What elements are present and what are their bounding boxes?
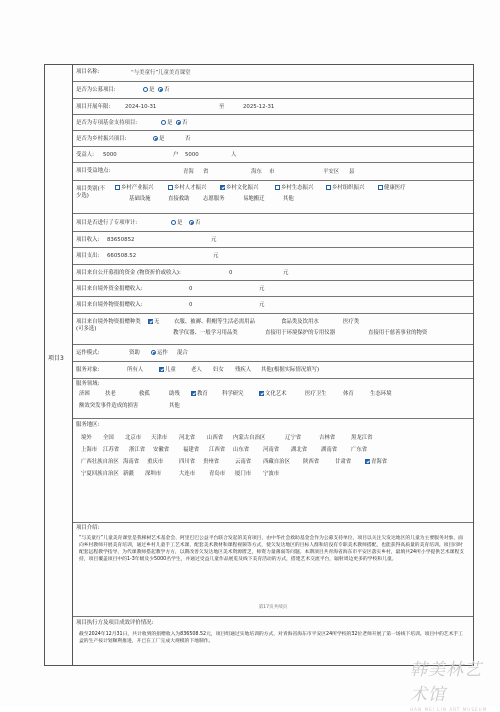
area-label: 云南省	[235, 459, 252, 465]
value-income: 83650852	[107, 237, 135, 243]
period-end: 2025-12-31	[243, 104, 275, 110]
unit-overseas: 元	[259, 286, 265, 292]
label-period: 项目开展年限:	[76, 104, 111, 110]
area-item[interactable]	[209, 471, 225, 478]
region-province: 青海	[183, 169, 194, 175]
area-label: 辽宁省	[285, 435, 302, 441]
intro-text: “与美童行”儿童美育课堂是我梯树艺术基金会、阿里巴巴公益平台联合发起的美育项目，由中华社会救助基金会作为公募支持单位，项目以关注欠发达地区的儿童为主要服务对象，面向乡村教师开展美育培训，通过乡村儿童手工艺术课，配套美术教材和课程视频等方式，使欠发达地区的目标人群和培没有专职美术教师搭配，也能获得高质量的美育培训。项目同时配套远程教学指导，为代课教师搭起教学方方，以期改善欠发达地区美术资源匮乏，师资力量薄弱等问题。本期项目共青海省海东市平安区落实乡村，最填共24所小学提供艺术课程支持，项目覆盖项目中的1-3年级及少5000名学生，并通过受益儿童作品展览及线下美育活动的方式，搭建艺术交流平台，辐射周边更多的学校和儿童。	[79, 536, 465, 562]
label-overseas-goods: 项目来自境外物资捐赠收入:	[76, 302, 143, 308]
field-elderly[interactable]: 扶老	[105, 391, 116, 397]
area-label: 吉林省	[319, 435, 336, 441]
radio-rural-yes[interactable]	[153, 136, 164, 143]
label-goods: 项目来自境外物资捐赠种类(可多选)	[76, 319, 141, 332]
radio-fund-no[interactable]	[176, 120, 187, 127]
side-label: 项目3	[48, 355, 64, 362]
radio-fund-yes[interactable]	[161, 120, 172, 127]
beneficiary-count: 5000	[103, 152, 117, 158]
row-expense	[73, 248, 473, 265]
label-special-fund: 是否为专项基金支持项目:	[76, 120, 138, 126]
radio-audit-no[interactable]	[189, 220, 200, 227]
check-goods-none[interactable]	[148, 319, 159, 326]
area-label: 宁波市	[263, 471, 280, 477]
field-orphan[interactable]: 救孤	[139, 391, 150, 397]
check-field-culture[interactable]	[259, 391, 287, 398]
label-public-project: 是否为公募项目:	[76, 87, 116, 93]
mode-mixed[interactable]: 混合	[177, 350, 188, 356]
radio-label: 是	[177, 220, 183, 226]
label-field: 服务领域:	[76, 381, 100, 387]
area-item[interactable]	[179, 435, 195, 442]
value-overseas-goods: 0	[189, 302, 193, 308]
label-project-name: 项目名称:	[76, 69, 100, 75]
area-item[interactable]	[319, 435, 335, 442]
value-public-fund: 0	[229, 270, 233, 276]
row-field	[73, 379, 473, 419]
unit-expense: 元	[213, 253, 219, 259]
area-item[interactable]	[263, 471, 279, 478]
area-label: 河南省	[263, 447, 280, 453]
mode-fund[interactable]: 资助	[129, 350, 140, 356]
value-expense: 660508.52	[107, 253, 137, 259]
radio-public-yes[interactable]	[143, 87, 154, 94]
row-period	[73, 99, 473, 115]
period-to: 至	[219, 104, 225, 110]
area-grid	[73, 431, 473, 521]
row-special-fund	[73, 115, 473, 131]
region-county: 平安区	[323, 169, 340, 175]
label-progress: 项目执行方及项目成效评价情况:	[76, 620, 154, 626]
label-target: 服务对象:	[76, 367, 100, 373]
label-income: 项目收入:	[76, 237, 100, 243]
goods-charity[interactable]: 直接用于慈善事业的物资	[368, 330, 428, 336]
area-item[interactable]	[129, 447, 145, 454]
beneficiary-hu: 5000	[185, 152, 199, 158]
area-label: 浙江省	[129, 447, 146, 453]
target-women[interactable]: 妇女	[213, 367, 224, 373]
area-item[interactable]	[123, 471, 134, 478]
area-item[interactable]	[179, 459, 195, 466]
check-label: 乡村生态振兴	[281, 185, 314, 191]
radio-mode-operate[interactable]	[151, 350, 168, 357]
area-label: 安徽省	[153, 447, 170, 453]
museum-watermark	[410, 655, 496, 712]
label-rural: 是否为乡村振兴项目:	[76, 136, 127, 142]
area-label: 海南省	[123, 459, 140, 465]
progress-text: 截至2024年12月31日，共计收到的捐赠收入为836508.52元，项目组通过实地培训的方式，对青海省海东市平安区24所学校的32位老师开展了第一场线下培训。项目中的艺术手工盒的生产按计划顺利推进，开已在工厂完成大规模的下地制作。	[79, 632, 463, 644]
category-other[interactable]: 其他	[283, 196, 294, 202]
goods-medical[interactable]: 医疗类	[343, 319, 360, 325]
check-label: 无	[154, 319, 160, 325]
area-label: 四川省	[179, 459, 196, 465]
label-category: 项目类别(不少选)	[76, 186, 106, 199]
area-item[interactable]	[103, 447, 119, 454]
area-item[interactable]	[285, 435, 301, 442]
label-beneficiaries: 受益人:	[76, 152, 94, 158]
area-item[interactable]	[303, 459, 319, 466]
radio-label: 是	[149, 87, 155, 93]
check-category-2[interactable]	[220, 185, 258, 192]
area-label: 湖北省	[291, 447, 308, 453]
area-label: 重庆市	[147, 459, 164, 465]
project-form	[44, 64, 474, 666]
area-item[interactable]	[233, 447, 249, 454]
area-item[interactable]	[81, 471, 119, 478]
row-rural	[73, 131, 473, 147]
goods-clothing[interactable]: 衣服、被褥、鞋帽等生活必需用品	[174, 319, 255, 325]
area-item[interactable]	[179, 471, 195, 478]
check-label: 儿童	[165, 367, 176, 373]
field-other[interactable]: 其他	[169, 403, 180, 409]
area-item[interactable]	[81, 435, 92, 442]
unit-overseas-goods: 元	[259, 302, 265, 308]
row-mode	[73, 345, 473, 362]
radio-label: 是	[159, 136, 165, 142]
area-item[interactable]	[183, 447, 199, 454]
label-region: 项目受益地点:	[76, 168, 111, 174]
unit-hu: 户	[173, 152, 179, 158]
area-item[interactable]	[291, 447, 307, 454]
goods-env[interactable]: 直接用于环境保护的专用仪器	[265, 330, 336, 336]
area-item[interactable]	[147, 459, 163, 466]
area-label: 山东省	[233, 447, 250, 453]
area-item[interactable]	[123, 459, 139, 466]
label-area: 服务地区:	[76, 422, 100, 428]
unit-county: 县	[349, 169, 355, 175]
row-area	[73, 419, 473, 523]
radio-label: 否	[164, 87, 170, 93]
area-label: 天津市	[151, 435, 168, 441]
row-intro	[73, 523, 473, 617]
region-city: 海东	[251, 169, 262, 175]
target-elderly[interactable]: 老人	[191, 367, 202, 373]
area-item[interactable]	[351, 447, 367, 454]
area-item[interactable]	[125, 435, 141, 442]
radio-label: 否	[195, 220, 201, 226]
row-overseas-goods	[73, 297, 473, 314]
area-item[interactable]	[351, 435, 373, 442]
period-start: 2024-10-31	[125, 104, 157, 110]
area-label: 西藏自治区	[263, 459, 290, 465]
label-expense: 项目支出:	[76, 253, 100, 259]
goods-teaching[interactable]: 教学仪器、一般学习用品类	[173, 330, 238, 336]
value-overseas: 0	[189, 286, 193, 292]
area-label: 江苏省	[103, 447, 120, 453]
area-item[interactable]	[321, 447, 337, 454]
unit-city: 市	[269, 169, 275, 175]
row-region	[73, 163, 473, 181]
area-label: 湖南省	[321, 447, 338, 453]
area-label: 广西壮族自治区	[81, 459, 119, 465]
check-label: 乡村产业振兴	[121, 185, 154, 191]
row-public-project	[73, 82, 473, 99]
area-item[interactable]	[263, 459, 290, 466]
area-label: 黑龙江省	[351, 435, 373, 441]
area-item[interactable]	[233, 435, 265, 442]
radio-label: 否	[185, 136, 191, 142]
area-label: 厦门市	[235, 471, 252, 477]
row-category	[73, 181, 473, 214]
row-beneficiaries	[73, 147, 473, 163]
radio-label: 运作	[157, 350, 168, 356]
target-other[interactable]: 其他(根据实际情况填写)	[261, 367, 320, 373]
watermark-logo: 韩美林艺术馆	[410, 660, 482, 705]
area-label: 内蒙古自治区	[233, 435, 266, 441]
area-label: 甘肃省	[335, 459, 352, 465]
watermark-english: HAN MEI LIN ART MUSEUM	[410, 707, 488, 712]
area-item[interactable]	[207, 435, 223, 442]
field-medical[interactable]: 医疗卫生	[305, 391, 327, 397]
area-label: 青海省	[371, 459, 388, 465]
radio-rural-no[interactable]	[185, 136, 190, 143]
row-overseas	[73, 281, 473, 297]
radio-audit-yes[interactable]	[171, 220, 182, 227]
area-label: 江西省	[209, 447, 226, 453]
unit-province: 省	[203, 169, 209, 175]
area-label: 青岛市	[209, 471, 226, 477]
check-label: 乡村文化振兴	[226, 185, 259, 191]
side-column	[45, 65, 73, 665]
area-item[interactable]	[103, 435, 114, 442]
row-audit	[73, 214, 473, 232]
check-label: 乡村组织振兴	[332, 185, 365, 191]
row-public-fund	[73, 265, 473, 281]
area-label: 宁夏回族自治区	[81, 471, 119, 477]
area-item[interactable]	[235, 459, 251, 466]
area-label: 陕西省	[303, 459, 320, 465]
label-mode: 运作模式:	[76, 350, 100, 356]
area-item[interactable]	[153, 447, 169, 454]
goods-food[interactable]: 食品类及饮用水	[281, 319, 319, 325]
row-goods	[73, 314, 473, 345]
check-label: 乡村人才振兴	[174, 185, 207, 191]
area-label: 广东省	[351, 447, 368, 453]
target-disabled[interactable]: 残疾人	[235, 367, 252, 373]
label-audit: 项目是否进行了专项审计:	[76, 220, 138, 226]
radio-label: 否	[182, 120, 188, 126]
area-label: 大连市	[179, 471, 196, 477]
check-category-3[interactable]	[275, 185, 313, 192]
check-label: 文化艺术	[265, 391, 287, 397]
target-all[interactable]: 所有人	[127, 367, 144, 373]
area-label: 新疆	[123, 471, 134, 477]
area-label: 深圳市	[145, 471, 162, 477]
check-category-4[interactable]	[326, 185, 364, 192]
category-relocation[interactable]: 易地搬迁	[243, 196, 265, 202]
area-item[interactable]	[335, 459, 351, 466]
area-item[interactable]	[235, 471, 251, 478]
area-label: 北京市	[125, 435, 142, 441]
check-category-5[interactable]	[378, 185, 406, 192]
category-infra[interactable]: 基础设施	[129, 196, 151, 202]
area-label: 上海市	[81, 447, 98, 453]
area-label: 境外	[81, 435, 92, 441]
area-item[interactable]	[263, 447, 279, 454]
page-number: 第17页共续页	[258, 605, 288, 610]
checkbox-icon	[365, 459, 370, 464]
radio-label: 是	[167, 120, 173, 126]
row-income	[73, 232, 473, 248]
unit-ren: 人	[231, 152, 237, 158]
row-target	[73, 362, 473, 379]
area-item[interactable]	[151, 435, 167, 442]
field-disabled[interactable]: 助残	[169, 391, 180, 397]
area-label: 山西省	[207, 435, 224, 441]
unit-income: 元	[211, 237, 217, 243]
value-project-name: “与美童行”儿童美育课堂	[131, 70, 191, 76]
check-label: 教育	[197, 391, 208, 397]
check-label: 健康医疗	[384, 185, 406, 191]
area-item[interactable]	[203, 459, 219, 466]
area-label: 福建省	[183, 447, 200, 453]
field-ecology[interactable]: 生态环境	[370, 391, 392, 397]
unit-public-fund: 元	[283, 270, 289, 276]
area-item[interactable]	[209, 447, 225, 454]
label-public-fund: 项目来自公开募捐的资金 (物资折价或收入):	[76, 270, 181, 276]
field-research[interactable]: 科学研究	[222, 391, 244, 397]
field-poverty[interactable]: 济困	[79, 391, 90, 397]
field-sport[interactable]: 体育	[343, 391, 354, 397]
check-category-1[interactable]	[168, 185, 206, 192]
area-item[interactable]	[81, 459, 119, 466]
radio-public-no[interactable]	[158, 87, 169, 94]
area-label: 全国	[103, 435, 114, 441]
area-item[interactable]	[81, 447, 97, 454]
field-emergency[interactable]: 额效突发事件造成的损害	[79, 403, 139, 409]
area-item[interactable]	[145, 471, 161, 478]
label-overseas: 项目来自境外资金捐赠收入:	[76, 286, 143, 292]
check-field-education[interactable]	[191, 391, 208, 398]
row-project-name	[73, 65, 473, 82]
check-category-0[interactable]	[115, 185, 153, 192]
category-aid[interactable]: 直接救助	[168, 196, 190, 202]
area-item[interactable]	[365, 459, 387, 466]
area-label: 河北省	[179, 435, 196, 441]
check-target-children[interactable]	[159, 367, 176, 374]
label-intro: 项目介绍:	[76, 525, 100, 531]
area-label: 贵州省	[203, 459, 220, 465]
category-volunteer[interactable]: 志愿服务	[203, 196, 225, 202]
